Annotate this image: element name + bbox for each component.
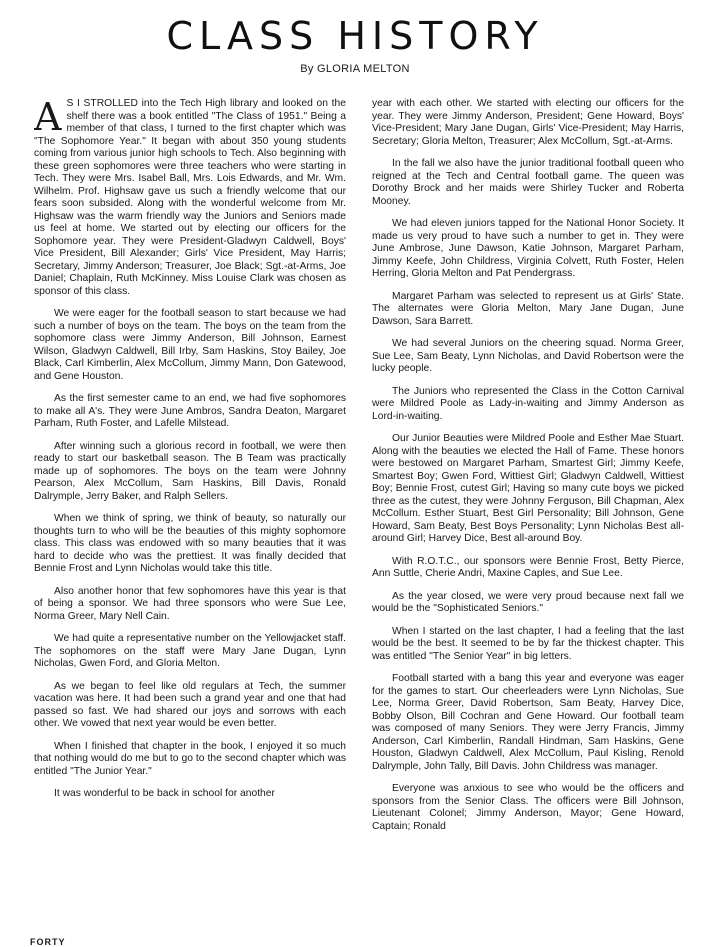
paragraph: We had eleven juniors tapped for the National Honor Society. It made us very proud to have such a number to get in. They were June Ambrose, June Dawson, Katie Johnson, Margaret Parham, Jimmy Keefe, John Childress, Virginia Colvett, Ruth Foster, Helen Herring, Gloria Melton and Pat Pendergrass. <box>372 218 684 279</box>
paragraph: When I started on the last chapter, I had a feeling that the last would be the best. It seemed to be by far the thickest chapter. This was entitled "The Senior Year" in big letters. <box>372 625 684 662</box>
byline: By GLORIA MELTON <box>300 63 410 75</box>
paragraph: After winning such a glorious record in football, we were then ready to start our basketball season. The B Team was practically made up of sophomores. The boys on the team were Johnny Pearson, Alex McCollum, Sam Haskins, Bill Davis, Ronald Dalrymple, Jerry Baker, and Ralph Sellers. <box>34 440 346 502</box>
paragraph-text: S I STROLLED into the Tech High library and looked on the shelf there was a book entitled "The Class of 1951." Being a member of that class, I turned to the first chapter which was "The Sophomore Year." It began with about 350 young students coming from various junior high schools to Tech. Also beginning with these green sophomores were three teachers who were starting in Tech. They were Mrs. Isabel Ball, Mrs. Lois Edwards, and Mr. Wm. Wilhelm. Prof. Highsaw gave us such a friendly welcome that our fears soon subsided. Along with the wonderful welcome from Mr. Highsaw was the warm friendly way the Juniors and Seniors made us feel at home. We started out by electing our officers for the Sophomore year. They were President-Gladwyn Caldwell, Boys' Vice President, Bill Alexander; Girls' Vice President, May Harris; Secretary, Jimmy Anderson; Treasurer, Joe Black; Sgt.-at-Arms, Joe Daniel; Chaplain, Ruth McKinney. Miss Louise Clark was chosen as sponsor of this class. <box>34 98 346 297</box>
paragraph: Everyone was anxious to see who would be the officers and sponsors from the Senior Class. The officers were Bill Johnson, Lieutenant Colonel; Jimmy Anderson, Mayor; Gene Howard, Captain; Ronald <box>372 783 684 832</box>
paragraph: With R.O.T.C., our sponsors were Bennie Frost, Betty Pierce, Ann Suttle, Cherie Andri, Maxine Caples, and Sue Lee. <box>372 555 684 579</box>
paragraph: It was wonderful to be back in school for another <box>54 788 275 799</box>
drop-cap: A <box>34 98 62 139</box>
paragraph: Margaret Parham was selected to represent us at Girls' State. The alternates were Gloria Melton, Mary Jane Dugan, June Dawson, Sara Barrett. <box>372 290 684 327</box>
paragraph: We had several Juniors on the cheering squad. Norma Greer, Sue Lee, Sam Beaty, Lynn Nicholas, and David Robertson were the lucky people. <box>372 338 684 374</box>
paragraph: We had quite a representative number on the Yellowjacket staff. The sophomores on the staff were Mary Jane Dugan, Lynn Nicholas, Gwen Ford, and Gloria Melton. <box>34 633 346 669</box>
paragraph: The Juniors who represented the Class in the Cotton Carnival were Mildred Poole as Lady-in-waiting and Jimmy Anderson as Lord-in-waiting. <box>372 385 684 422</box>
page-title: CLASS HISTORY <box>166 14 544 58</box>
paragraph: We were eager for the football season to start because we had such a number of boys on the team. The boys on the team from the sophomore class were Jimmy Anderson, Bill Johnson, Earnest Wilson, Gladwyn Caldwell, Bill Irby, Sam Haskins, Stoy Bailey, Joe Black, Carl Kimberlin, Alex McCollum, Jimmy Mann, Don Gatewood, and Gene Houston. <box>34 308 346 382</box>
paragraph: Also another honor that few sophomores have this year is that of being a sponsor. We had three sponsors who were Sue Lee, Norma Greer, Mary Nell Cain. <box>34 585 346 622</box>
paragraph: As the first semester came to an end, we had five sophomores to make all A's. They were June Ambros, Sandra Deaton, Margaret Parham, Ruth Foster, and Lafelle Milstead. <box>34 393 346 429</box>
paragraph: Our Junior Beauties were Mildred Poole and Esther Mae Stuart. Along with the beauties we elected the Hall of Fame. These honors were bestowed on Margaret Parham, Smartest Girl; Jimmy Keefe, Smartest Boy; Gwen Ford, Wittiest Girl; Gladwyn Caldwell, Wittiest Boy; Bennie Frost, cutest Girl; Having so many cute boys we picked three as the cutest, they were Johnny Ferguson, Bill Chapman, Alex McCollum. Esther Stuart, Best Girl Personality; Bill Johnson, Gene Howard, Sam Beaty, Best Boys Personality; Lynn Nicholas Best all-around Girl; Harvey Dice, Best all-around Boy. <box>372 433 684 544</box>
paragraph: As the year closed, we were very proud because next fall we would be the "Sophisticated Seniors." <box>372 590 684 614</box>
page-number: FORTY <box>30 937 66 947</box>
paragraph: As we began to feel like old regulars at Tech, the summer vacation was here. It had been such a grand year and one that had passed so fast. We had shared our joys and sorrows with each other. We vowed that next year would be even better. <box>34 680 346 729</box>
paragraph <box>34 98 346 298</box>
right-column <box>372 98 684 938</box>
left-column <box>34 98 346 938</box>
paragraph: In the fall we also have the junior traditional football queen who reigned at the Tech and Central football game. The queen was Dorothy Brock and her maids were Shirley Tucker and Roberta Mooney. <box>372 158 684 207</box>
paragraph: year with each other. We started with electing our officers for the year. They were Jimmy Anderson, President; Gene Howard, Boys' Vice-President; Mary Jane Dugan, Girls' Vice-President; May Harris, Secretary; Gloria Melton, Treasurer; Alex McCollum, Sgt.-at-Arms. <box>372 98 684 147</box>
paragraph: When I finished that chapter in the book, I enjoyed it so much that nothing would do me but to go to the second chapter which was entitled "The Junior Year." <box>34 740 346 777</box>
paragraph: When we think of spring, we think of beauty, so naturally our thoughts turn to who will be the beauties of this mighty sophomore class. This class was endowed with so many beauties that it was hard to decide who was the prettiest. It was finally decided that Bennie Frost and Lynn Nicholas would take this title. <box>34 513 346 574</box>
paragraph: Football started with a bang this year and everyone was eager for the games to start. Our cheerleaders were Lynn Nicholas, Sue Lee, Norma Greer, David Robertson, Sam Beaty, Harvey Dice, Bobby Olson, Bill Cochran and Gene Howard. Our football team was composed of many Seniors. They were Jerry Francis, Jimmy Anderson, Carl Kimberlin, Randall Hindman, Sam Haskins, Gene Houston, Gladwyn Caldwell, Alex McCollum, Paul Kisling, Renold Dalrymple, John Tally, Bill Davis. John Childress was manager. <box>372 673 684 772</box>
